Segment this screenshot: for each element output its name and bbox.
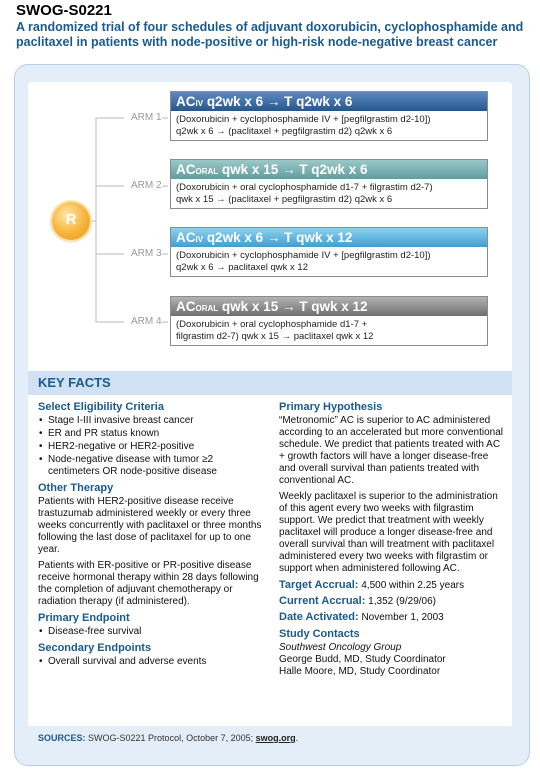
other-therapy-heading: Other Therapy bbox=[38, 482, 114, 494]
arm-3-details: (Doxorubicin + cyclophosphamide IV + [pegfilgrastim d2-10]) q2wk x 6 → paclitaxel qwk x 12 bbox=[176, 250, 431, 273]
sources-line: SOURCES: SWOG-S0221 Protocol, October 7, 2005; swog.org. bbox=[38, 733, 299, 743]
key-facts-title: KEY FACTS bbox=[38, 375, 111, 390]
other-therapy-text-2: Patients with ER-positive or PR-positive disease receive hormonal therapy within 28 days following the completion of adjuvant chemotherapy or radiation therapy (if administered). bbox=[38, 560, 259, 607]
arm-4-box bbox=[170, 296, 488, 346]
sources-text: SWOG-S0221 Protocol, October 7, 2005; bbox=[88, 733, 254, 743]
sources-label: SOURCES: bbox=[38, 733, 86, 743]
arm-4-label: ARM 4 bbox=[131, 316, 162, 327]
arm-3-box bbox=[170, 227, 488, 277]
randomization-label: R bbox=[65, 211, 77, 228]
arm-1-details: (Doxorubicin + cyclophosphamide IV + [pegfilgrastim d2-10]) q2wk x 6 → (paclitaxel + pegfilgrastim d2) q2wk x 6 bbox=[176, 114, 431, 137]
primary-endpoint-list bbox=[38, 626, 266, 638]
arm-2-header: ACORAL qwk x 15 → T q2wk x 6 bbox=[171, 160, 487, 179]
other-therapy-text-1: Patients with HER2-positive disease receive trastuzumab administered weekly or every three weeks concurrently with paclitaxel or three months following the last dose of paclitaxel for up to one year. bbox=[38, 496, 262, 555]
arm-2-label: ARM 2 bbox=[131, 180, 162, 191]
study-group: Southwest Oncology Group bbox=[279, 642, 402, 653]
list-item: • ER and PR status known bbox=[38, 428, 266, 440]
list-item: • Disease-free survival bbox=[38, 626, 266, 638]
arm-2-box bbox=[170, 159, 488, 209]
target-accrual: Target Accrual: 4,500 within 2.25 years bbox=[279, 579, 465, 591]
secondary-endpoints-list bbox=[38, 656, 266, 668]
arm-3-label: ARM 3 bbox=[131, 248, 162, 259]
date-activated: Date Activated: November 1, 2003 bbox=[279, 611, 444, 623]
eligibility-list bbox=[38, 415, 266, 478]
arm-1-label: ARM 1 bbox=[131, 112, 162, 123]
study-contacts-heading: Study Contacts bbox=[279, 628, 360, 640]
key-facts-left-column bbox=[38, 401, 266, 669]
hypothesis-text-1: “Metronomic” AC is superior to AC administered according to an accelerated but more conventional schedule. We predict that patients treated with AC + growth factors will have a longer disease-free and overall survival than patients treated with conventional AC. bbox=[279, 415, 504, 486]
list-item: • Node-negative disease with tumor ≥2 centimeters OR node-positive disease bbox=[38, 454, 266, 478]
primary-endpoint-heading: Primary Endpoint bbox=[38, 612, 130, 624]
arm-1-header: ACIV q2wk x 6 → T q2wk x 6 bbox=[171, 92, 487, 111]
list-item: • Overall survival and adverse events bbox=[38, 656, 266, 668]
key-facts-bar bbox=[28, 371, 512, 395]
secondary-endpoints-heading: Secondary Endpoints bbox=[38, 642, 152, 654]
current-accrual: Current Accrual: 1,352 (9/29/06) bbox=[279, 595, 436, 607]
study-contact-2: Halle Moore, MD, Study Coordinator bbox=[279, 666, 441, 677]
key-facts-right-column bbox=[279, 401, 507, 678]
list-item: • Stage I-III invasive breast cancer bbox=[38, 415, 266, 427]
study-contact-1: George Budd, MD, Study Coordinator bbox=[279, 654, 446, 665]
arm-2-details: (Doxorubicin + oral cyclophosphamide d1-7 + filgrastim d2-7) qwk x 15 → (paclitaxel + pegfilgrastim d2) q2wk x 6 bbox=[176, 182, 433, 205]
eligibility-heading: Select Eligibility Criteria bbox=[38, 401, 164, 413]
hypothesis-heading: Primary Hypothesis bbox=[279, 401, 383, 413]
page-title: SWOG-S0221 bbox=[16, 2, 112, 19]
list-item: • HER2-negative or HER2-positive bbox=[38, 441, 266, 453]
hypothesis-text-2: Weekly paclitaxel is superior to the administration of this agent every two weeks with filgrastim support. We predict that treatment with weekly paclitaxel will produce a longer disease-free and overall survival than will treatment with paclitaxel administered every two weeks with filgrastim or support when administered following AC. bbox=[279, 491, 498, 574]
randomization-circle bbox=[52, 202, 90, 240]
arm-4-details: (Doxorubicin + oral cyclophosphamide d1-7 + filgrastim d2-7) qwk x 15 → paclitaxel qwk x 12 bbox=[176, 319, 374, 342]
page-subtitle: A randomized trial of four schedules of adjuvant doxorubicin, cyclophosphamide and paclitaxel in patients with node-positive or high-risk node-negative breast cancer bbox=[16, 20, 524, 49]
sources-strip bbox=[28, 726, 512, 764]
arm-4-header: ACORAL qwk x 15 → T qwk x 12 bbox=[171, 297, 487, 316]
arm-3-header: ACIV q2wk x 6 → T qwk x 12 bbox=[171, 228, 487, 247]
swog-link[interactable]: swog.org bbox=[255, 733, 296, 743]
arm-1-box bbox=[170, 91, 488, 141]
